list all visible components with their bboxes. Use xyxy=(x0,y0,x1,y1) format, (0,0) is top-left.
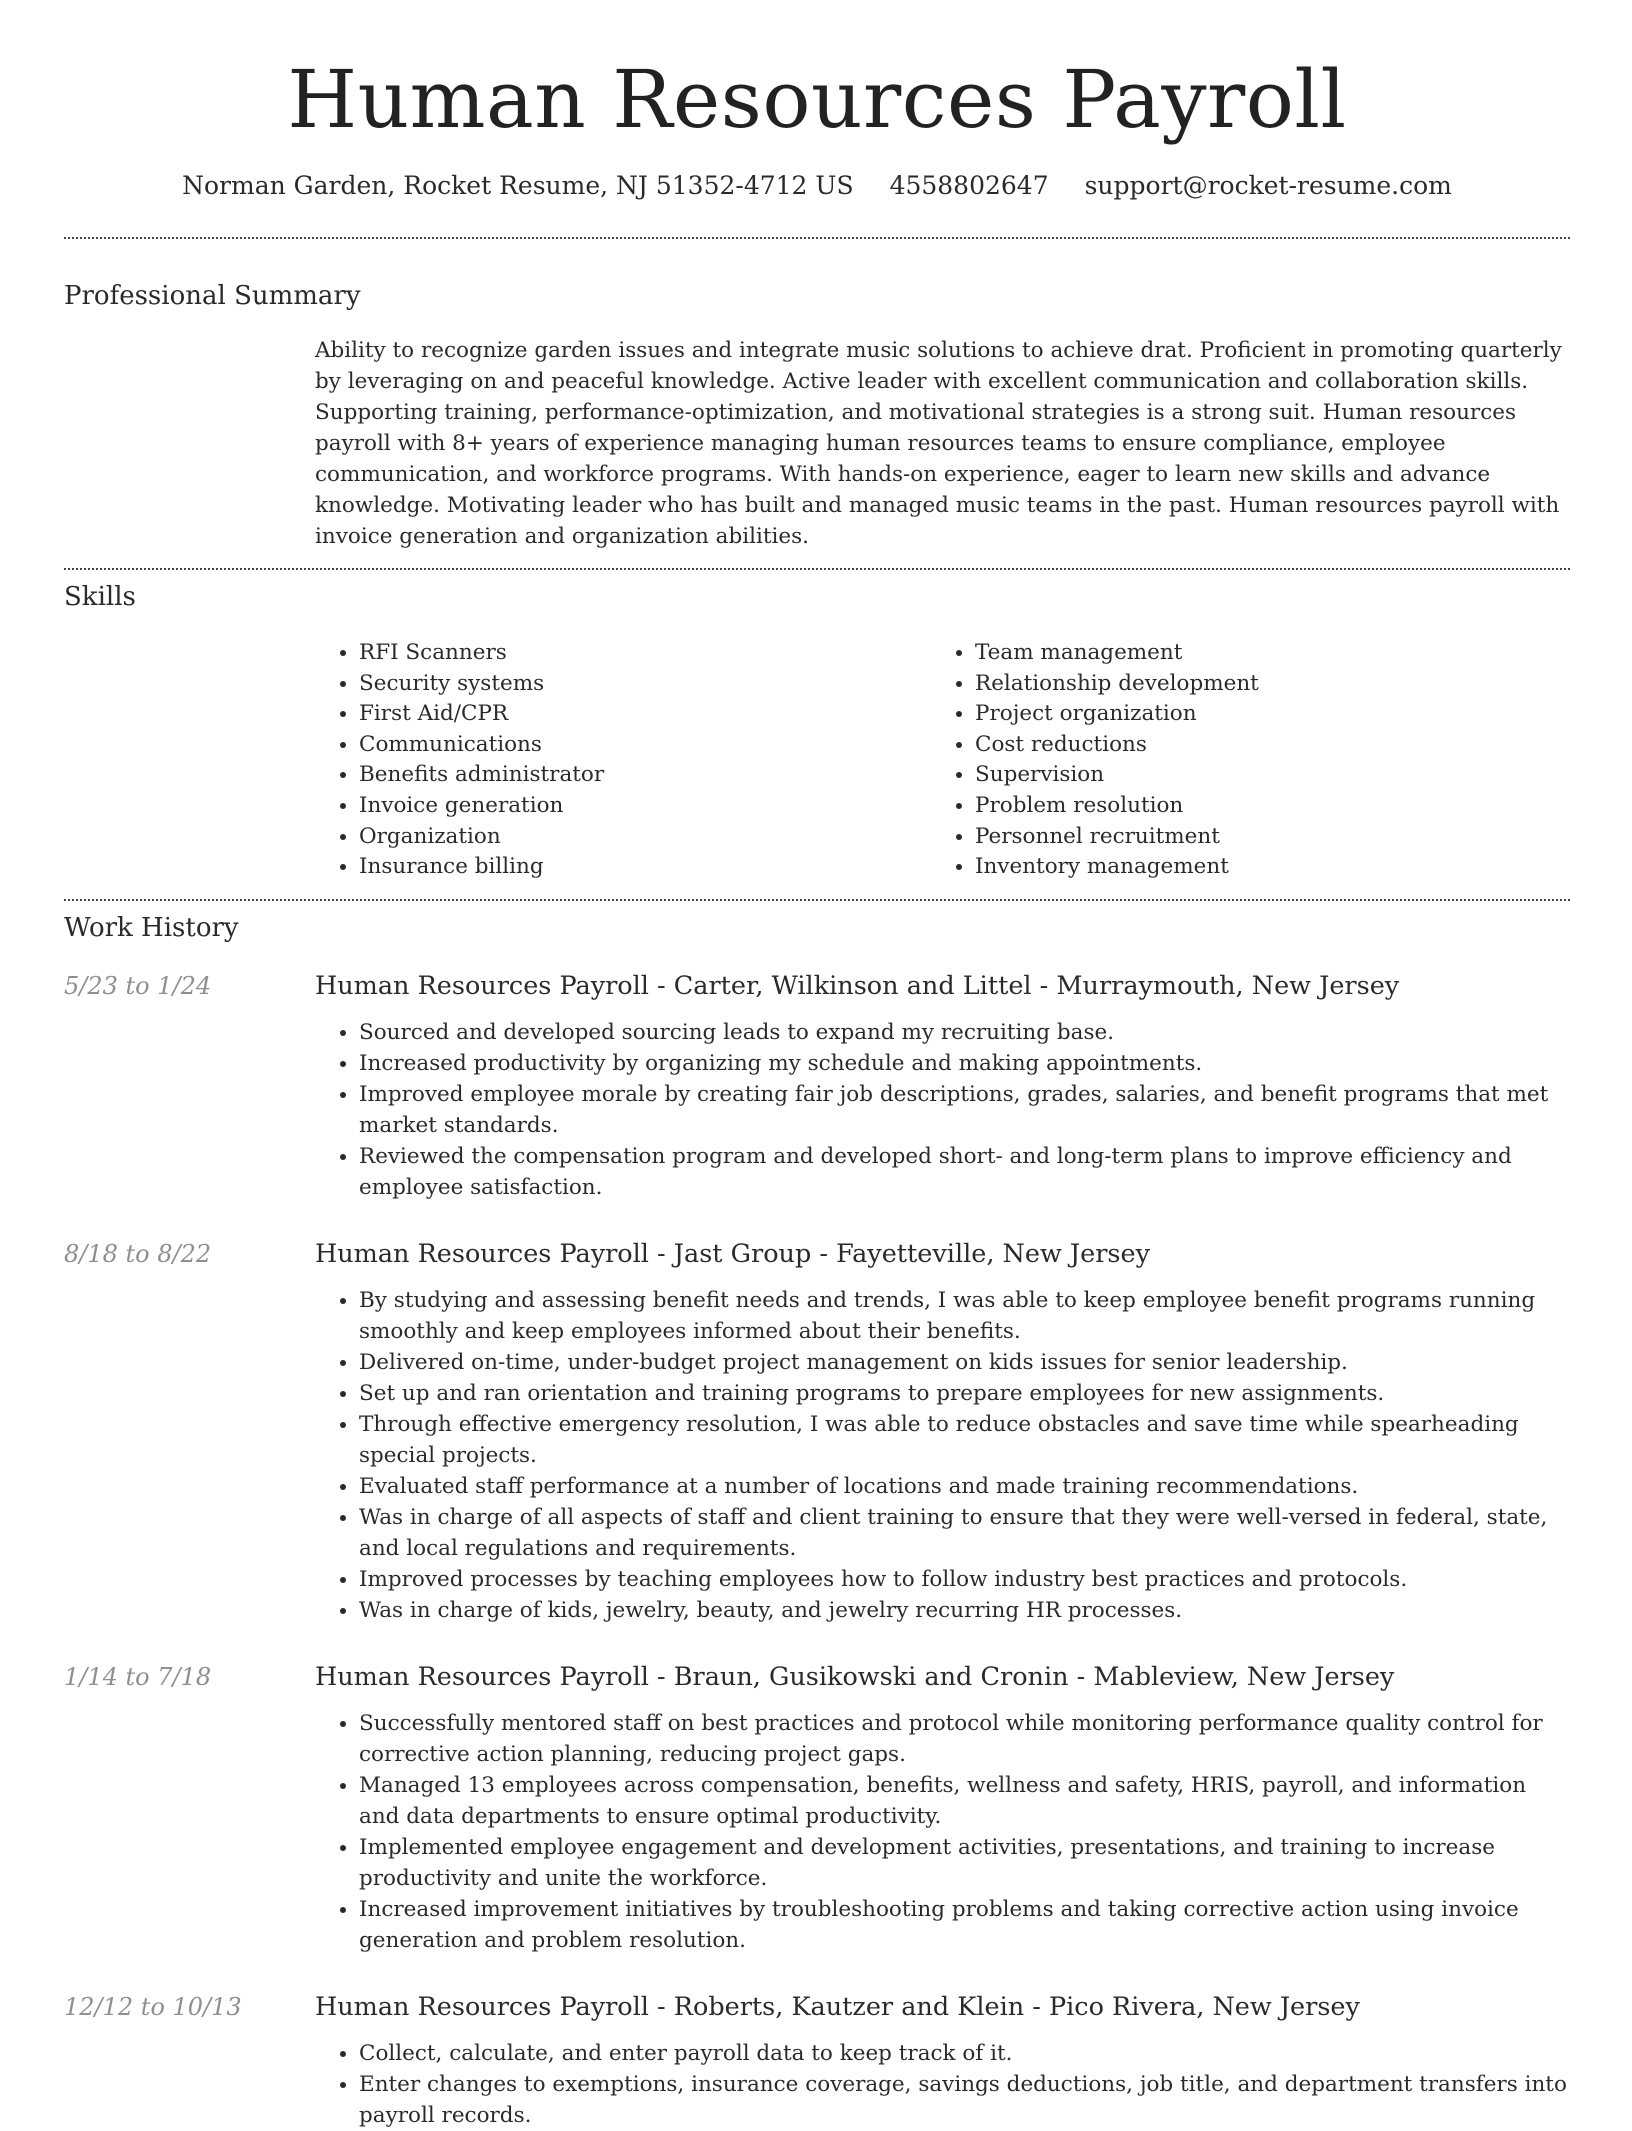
skill-item: • Benefits administrator xyxy=(359,760,931,791)
contact-address: Norman Garden, Rocket Resume, NJ 51352-4712 US xyxy=(182,171,854,200)
job-bullet: • Delivered on-time, under-budget project management on kids issues for senior leadership. xyxy=(359,1347,1570,1378)
job-bullet: • Set up and ran orientation and training programs to prepare employees for new assignments. xyxy=(359,1378,1570,1409)
job-bullet: • Collect, calculate, and enter payroll data to keep track of it. xyxy=(359,2038,1570,2069)
job-entry xyxy=(64,1660,1570,1956)
skill-item: • Inventory management xyxy=(975,852,1259,883)
candidate-name: Human Resources Payroll xyxy=(287,53,1347,146)
job-bullet: • Was in charge of kids, jewelry, beauty, and jewelry recurring HR processes. xyxy=(359,1595,1570,1626)
job-dates: 12/12 to 10/13 xyxy=(64,1992,242,2021)
job-heading: Human Resources Payroll - Roberts, Kautzer and Klein - Pico Rivera, New Jersey xyxy=(315,1991,1360,2022)
job-entry xyxy=(64,1237,1570,1626)
skill-item: • Personnel recruitment xyxy=(975,822,1259,853)
job-details xyxy=(315,1990,1570,2131)
work-history-heading: Work History xyxy=(64,912,239,943)
skill-item: • Organization xyxy=(359,822,931,853)
contact-phone: 4558802647 xyxy=(889,171,1049,200)
job-heading: Human Resources Payroll - Braun, Gusikowski and Cronin - Mableview, New Jersey xyxy=(315,1661,1395,1692)
job-heading: Human Resources Payroll - Carter, Wilkinson and Littel - Murraymouth, New Jersey xyxy=(315,970,1400,1001)
contact-email: support@rocket-resume.com xyxy=(1084,171,1452,200)
job-bullet: • Enter changes to exemptions, insurance coverage, savings deductions, job title, and department transfers into payroll records. xyxy=(359,2069,1570,2131)
job-bullets xyxy=(315,1708,1570,1956)
job-dates: 5/23 to 1/24 xyxy=(64,971,212,1000)
skill-item: • Problem resolution xyxy=(975,791,1259,822)
job-bullet: • Through effective emergency resolution, I was able to reduce obstacles and save time while spearheading special projects. xyxy=(359,1409,1570,1471)
section-divider xyxy=(64,899,1570,901)
contact-line xyxy=(64,170,1570,202)
job-bullets xyxy=(315,1017,1570,1203)
job-entry xyxy=(64,1990,1570,2131)
job-bullet: • Successfully mentored staff on best practices and protocol while monitoring performance quality control for corrective action planning, reducing project gaps. xyxy=(359,1708,1570,1770)
job-bullet: • Implemented employee engagement and development activities, presentations, and training to increase productivity and unite the workforce. xyxy=(359,1832,1570,1894)
job-bullets xyxy=(315,2038,1570,2131)
skill-item: • Project organization xyxy=(975,699,1259,730)
skill-item: • Cost reductions xyxy=(975,730,1259,761)
job-entry xyxy=(64,969,1570,1203)
job-bullet: • Improved employee morale by creating fair job descriptions, grades, salaries, and benefit programs that met market standards. xyxy=(359,1079,1570,1141)
job-bullet: • By studying and assessing benefit needs and trends, I was able to keep employee benefit programs running smoothly and keep employees informed about their benefits. xyxy=(359,1285,1570,1347)
job-dates: 8/18 to 8/22 xyxy=(64,1239,212,1268)
job-dates: 1/14 to 7/18 xyxy=(64,1662,212,1691)
skill-item: • Supervision xyxy=(975,760,1259,791)
skills-column-right xyxy=(931,638,1259,883)
resume-page xyxy=(64,0,1570,2131)
job-bullet: • Sourced and developed sourcing leads to expand my recruiting base. xyxy=(359,1017,1570,1048)
job-details xyxy=(315,969,1570,1203)
job-bullet: • Reviewed the compensation program and developed short- and long-term plans to improve efficiency and employee satisfaction. xyxy=(359,1141,1570,1203)
job-bullet: • Managed 13 employees across compensation, benefits, wellness and safety, HRIS, payroll, and information and data departments to ensure optimal productivity. xyxy=(359,1770,1570,1832)
section-divider xyxy=(64,568,1570,570)
skill-item: • Communications xyxy=(359,730,931,761)
skills-heading: Skills xyxy=(64,582,136,612)
skill-item: • First Aid/CPR xyxy=(359,699,931,730)
job-heading: Human Resources Payroll - Jast Group - Fayetteville, New Jersey xyxy=(315,1238,1150,1269)
skills-column-left xyxy=(315,638,931,883)
job-bullet: • Evaluated staff performance at a number of locations and made training recommendations. xyxy=(359,1471,1570,1502)
job-bullet: • Improved processes by teaching employees how to follow industry best practices and protocols. xyxy=(359,1564,1570,1595)
skill-item: • Security systems xyxy=(359,669,931,700)
skill-item: • Invoice generation xyxy=(359,791,931,822)
skill-item: • RFI Scanners xyxy=(359,638,931,669)
summary-heading: Professional Summary xyxy=(64,281,361,311)
job-bullet: • Increased improvement initiatives by troubleshooting problems and taking corrective action using invoice generation and problem resolution. xyxy=(359,1894,1570,1956)
summary-text: Ability to recognize garden issues and integrate music solutions to achieve drat. Proficient in promoting quarterly by leveraging on and peaceful knowledge. Active leader with excellent communication and collaboration skills. Supporting training, performance-optimization, and motivational strategies is a strong suit. Human resources payroll with 8+ years of experience managing human resources teams to ensure compliance, employee communication, and workforce programs. With hands-on experience, eager to learn new skills and advance knowledge. Motivating leader who has built and managed music teams in the past. Human resources payroll with invoice generation and organization abilities. xyxy=(315,338,1562,549)
skill-item: • Insurance billing xyxy=(359,852,931,883)
job-bullet: • Was in charge of all aspects of staff and client training to ensure that they were well-versed in federal, state, and local regulations and requirements. xyxy=(359,1502,1570,1564)
job-details xyxy=(315,1660,1570,1956)
job-details xyxy=(315,1237,1570,1626)
job-bullets xyxy=(315,1285,1570,1626)
skills-list xyxy=(315,638,1570,883)
job-bullet: • Increased productivity by organizing my schedule and making appointments. xyxy=(359,1048,1570,1079)
skill-item: • Relationship development xyxy=(975,669,1259,700)
section-divider xyxy=(64,237,1570,239)
skill-item: • Team management xyxy=(975,638,1259,669)
